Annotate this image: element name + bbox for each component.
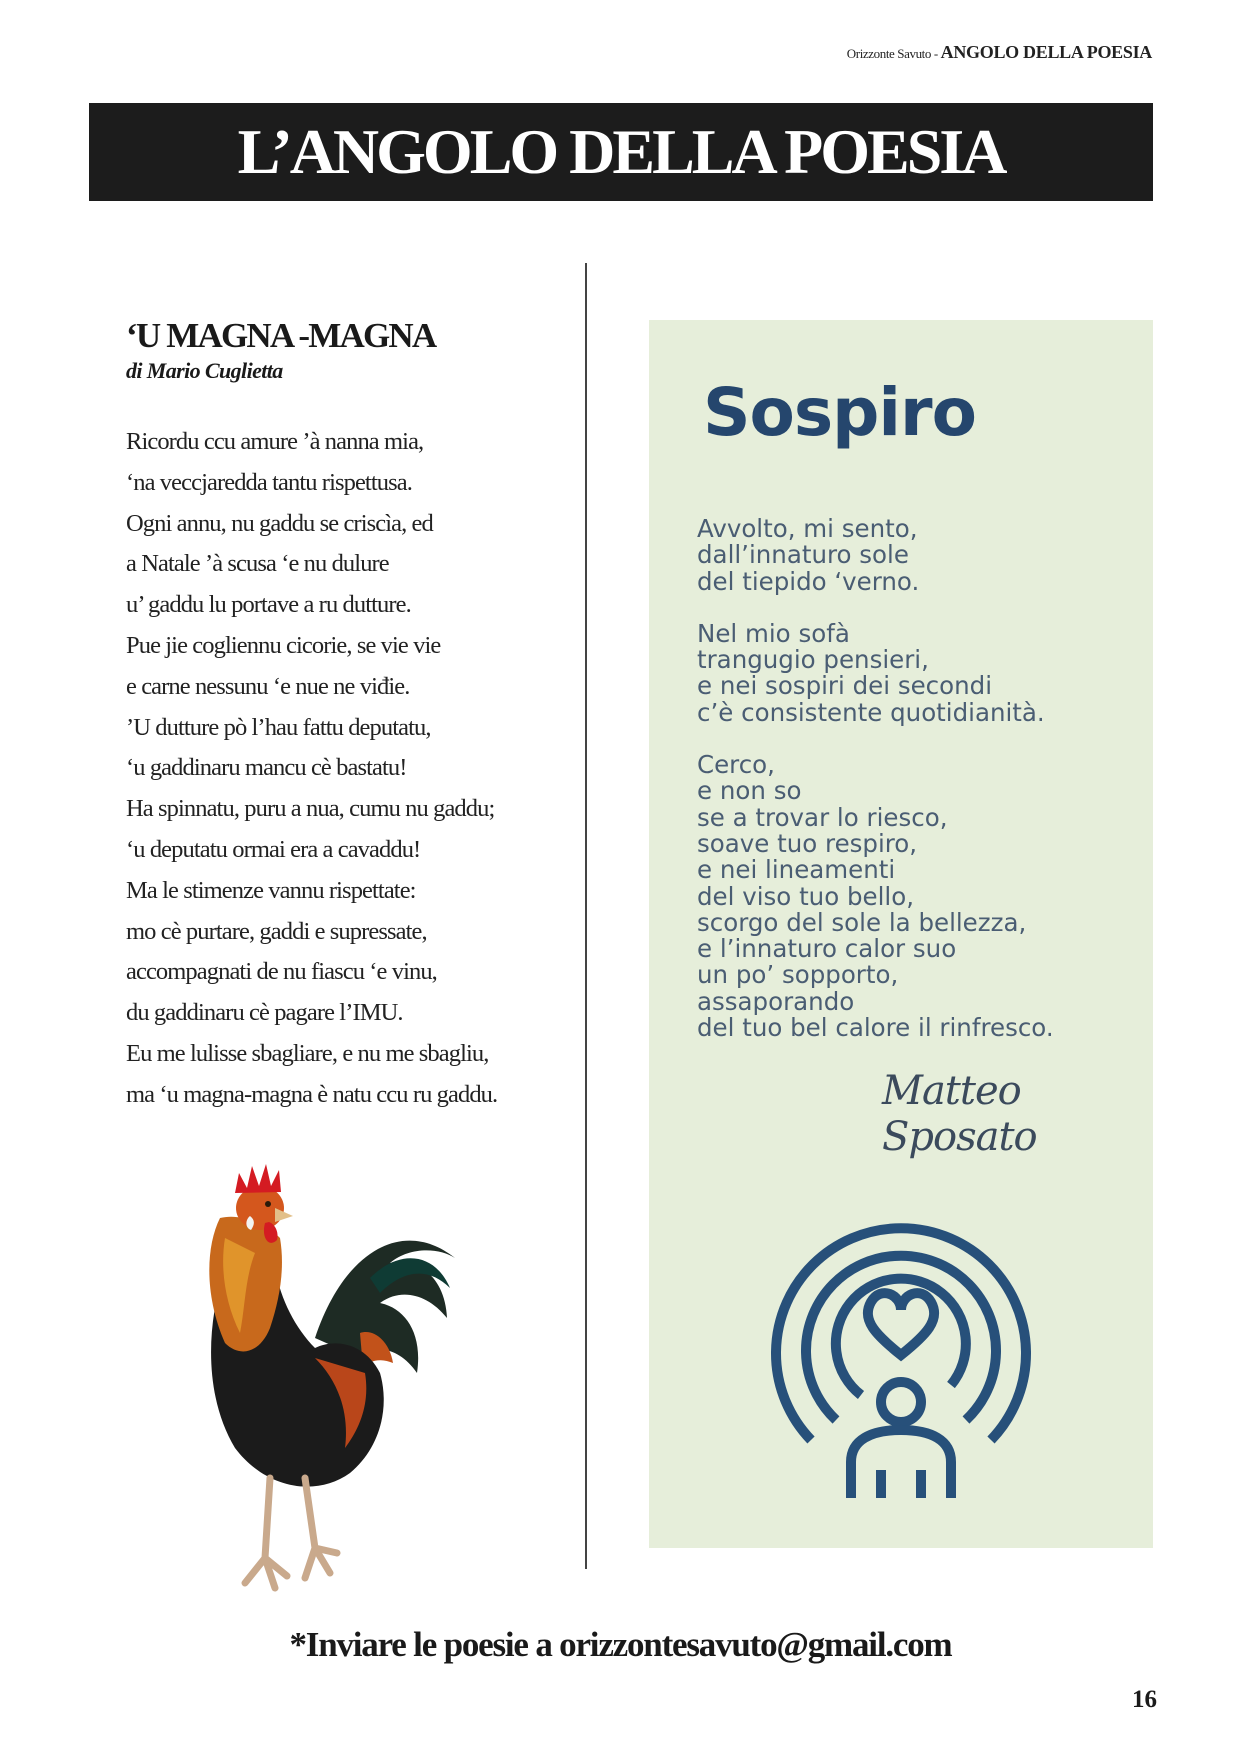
poem-line: accompagnati de nu fiascu ‘e vinu,	[126, 958, 437, 986]
poem-line: Ricordu ccu amure ’à nanna mia,	[126, 428, 424, 455]
stanza-line: e nei sospiri dei secondi	[697, 671, 993, 701]
poet-signature: Matteo Sposato	[882, 1068, 1037, 1160]
rooster-leg-left	[245, 1478, 287, 1588]
poem-title: ‘U MAGNA -MAGNA	[126, 316, 436, 355]
poem-line: e carne nessunu ‘e nue ne viđie.	[126, 672, 410, 700]
poem-line: u’ gaddu lu portave a ru dutture.	[126, 591, 411, 619]
stanza	[697, 752, 1054, 1041]
column-divider	[585, 263, 587, 1569]
heart-person-emblem-icon	[761, 1200, 1041, 1500]
poem-line: ’U dutture pò l’hau fattu deputatu,	[126, 713, 431, 741]
stanza-line: del tiepido ‘verno.	[697, 566, 920, 596]
poem-verses	[126, 422, 566, 1116]
publication-name: Orizzonte Savuto -	[846, 46, 938, 61]
poem-line: Pue jie cogliennu cicorie, se vie vie	[126, 631, 441, 659]
poem-line: Ha spinnatu, puru a nua, cumu nu gaddu;	[126, 795, 495, 823]
poem-line: ‘u gaddinaru mancu cè bastatu!	[126, 754, 407, 782]
stanza	[697, 516, 1054, 595]
stanza-line: del tuo bel calore il rinfresco.	[697, 1013, 1054, 1043]
stanza-line: e non so	[697, 776, 802, 806]
poem-line: a Natale ’à scusa ‘e nu dulure	[126, 550, 389, 578]
section-name: ANGOLO DELLA POESIA	[940, 42, 1152, 62]
submission-note: *Inviare le poesie a orizzontesavuto@gmail.com	[289, 1625, 952, 1664]
poem-card	[649, 320, 1153, 1548]
running-header	[847, 42, 1152, 63]
poem-line: mo cè purtare, gaddi e supressate,	[126, 917, 427, 945]
rooster-leg-right	[305, 1478, 337, 1578]
stanza-line: e nei lineamenti	[697, 855, 896, 885]
section-banner	[89, 103, 1153, 201]
stanza-line: c’è consistente quotidianità.	[697, 697, 1045, 727]
banner-title: L’ANGOLO DELLA POESIA	[237, 116, 1005, 187]
poem-line: Ogni annu, nu gaddu se criscìa, ed	[126, 509, 433, 537]
stanza-line: Avvolto, mi sento,	[697, 514, 918, 543]
poem-line: ‘na veccjaredda tantu rispettusa.	[126, 468, 412, 496]
stanza-line: se a trovar lo riesco,	[697, 802, 948, 832]
stanza	[697, 618, 1054, 727]
poem-line: Eu me lulisse sbagliare, e nu me sbagliu,	[126, 1039, 489, 1067]
stanza-line: Cerco,	[697, 750, 775, 780]
rooster-comb	[235, 1164, 281, 1193]
card-stanzas	[697, 516, 1054, 1067]
poem-line: du gaddinaru cè pagare l’IMU.	[126, 999, 403, 1027]
left-poem	[126, 316, 566, 1116]
poem-author: di Mario Cuglietta	[126, 358, 283, 383]
stanza-line: assaporando	[697, 986, 855, 1016]
stanza-line: trangugio pensieri,	[697, 645, 929, 675]
rooster-illustration	[165, 1128, 465, 1608]
stanza-line: e l’innaturo calor suo	[697, 934, 957, 964]
poem-line: Ma le stimenze vannu rispettate:	[126, 876, 416, 904]
stanza-line: del viso tuo bello,	[697, 881, 914, 911]
poem-line: ‘u deputatu ormai era a cavaddu!	[126, 835, 421, 863]
stanza-line: soave tuo respiro,	[697, 828, 918, 858]
stanza-line: scorgo del sole la bellezza,	[697, 907, 1027, 937]
page-number: 16	[1132, 1686, 1157, 1713]
stanza-line: dall’innaturo sole	[697, 540, 909, 570]
stanza-line: un po’ sopporto,	[697, 960, 899, 990]
stanza-line: Nel mio sofà	[697, 618, 850, 648]
poem-line: ma ‘u magna-magna è natu ccu ru gaddu.	[126, 1080, 498, 1108]
card-title: Sospiro	[703, 374, 976, 451]
